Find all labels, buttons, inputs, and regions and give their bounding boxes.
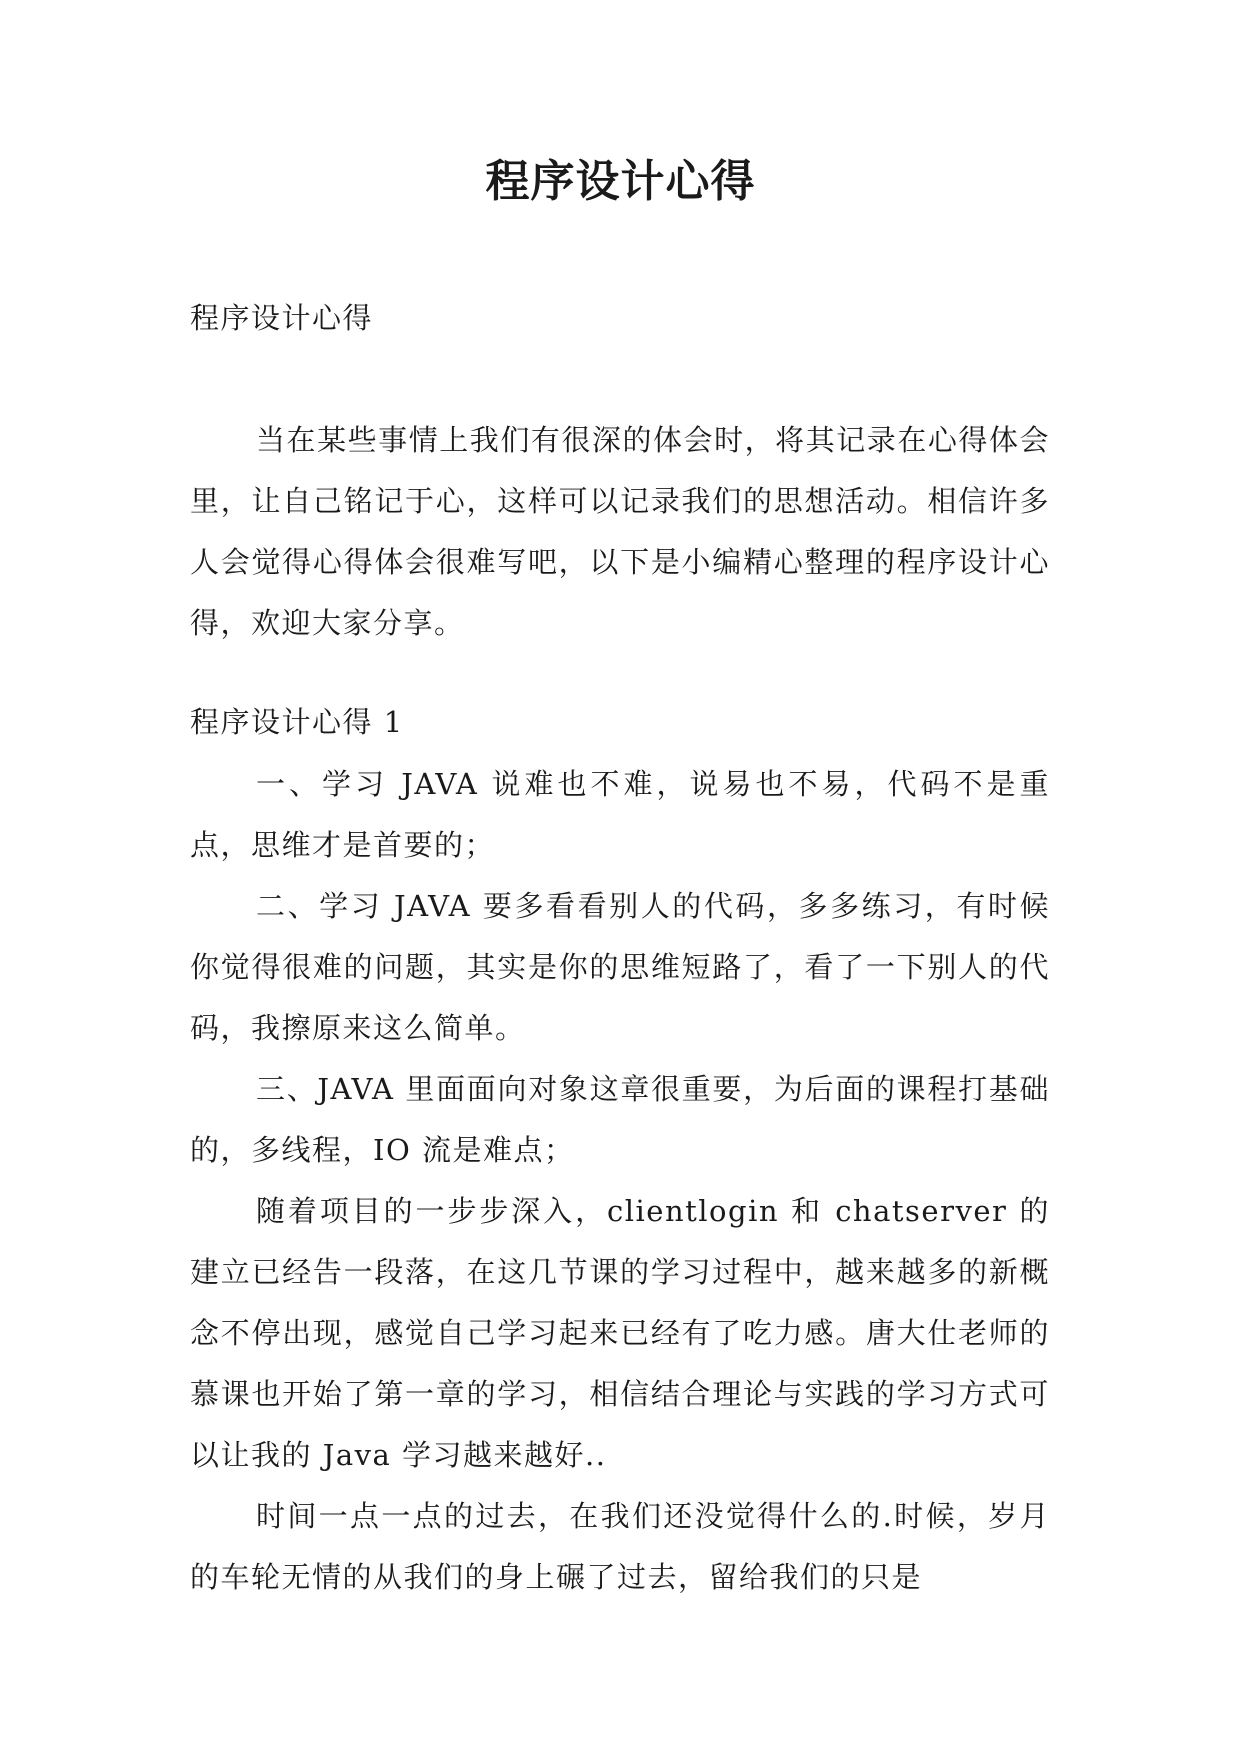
body-paragraph: 随着项目的一步步深入，clientlogin 和 chatserver 的建立已经告一段落，在这几节课的学习过程中，越来越多的新概念不停出现，感觉自己学习起来已经有了吃力感。唐大仕老师的慕课也开始了第一章的学习，相信结合理论与实践的学习方式可以让我的 Java 学习越来越好.. (190, 1194, 1050, 1472)
intro-paragraph: 当在某些事情上我们有很深的体会时，将其记录在心得体会里，让自己铭记于心，这样可以记录我们的思想活动。相信许多人会觉得心得体会很难写吧，以下是小编精心整理的程序设计心得，欢迎大家分享。 (190, 423, 1050, 640)
body-paragraph: 时间一点一点的过去，在我们还没觉得什么的.时候，岁月的车轮无情的从我们的身上碾了过去，留给我们的只是 (190, 1499, 1050, 1594)
section-heading: 程序设计心得 1 (190, 705, 404, 739)
body-paragraph: 一、学习 JAVA 说难也不难，说易也不易，代码不是重点，思维才是首要的； (190, 767, 1050, 862)
page-title: 程序设计心得 (485, 156, 756, 207)
body-paragraph: 三、JAVA 里面面向对象这章很重要，为后面的课程打基础的，多线程，IO 流是难点； (190, 1072, 1050, 1167)
document-subtitle: 程序设计心得 (190, 301, 374, 335)
body-paragraph: 二、学习 JAVA 要多看看别人的代码，多多练习，有时候你觉得很难的问题，其实是你的思维短路了，看了一下别人的代码，我擦原来这么简单。 (190, 889, 1050, 1045)
